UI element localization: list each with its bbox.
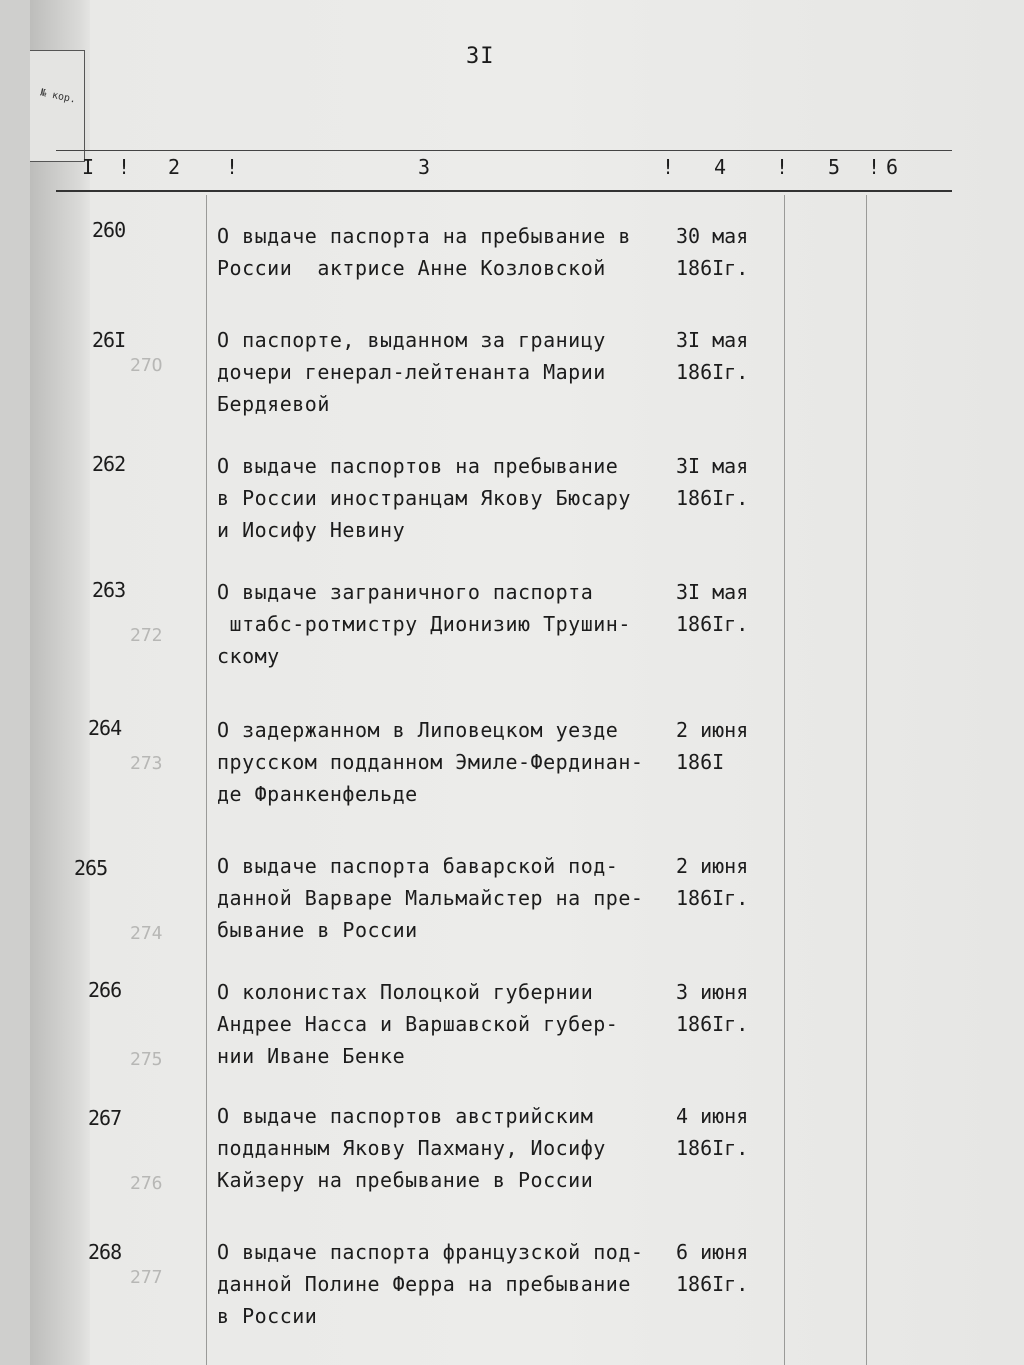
bleed-through: 274 [130,923,163,944]
entry-description: О паспорте, выданном за границу дочери генерал-лейтенанта Марии Бердяевой [217,328,606,416]
bleed-through: 273 [130,753,163,774]
entry-description: О выдаче паспорта баварской под- данной Варваре Мальмайстер на пре- бывание в России [217,854,644,942]
entry-description: О колонистах Полоцкой губернии Андрее Насса и Варшавской губер- нии Иване Бенке [217,980,619,1068]
column-separator: ! [118,155,131,179]
corner-tab-label: № кор. [39,87,77,106]
column-separator: ! [226,155,239,179]
entry-date: 3 июня 186Iг. [676,980,749,1036]
entry-number: 264 [88,716,122,740]
entry-number: 260 [92,218,126,242]
header-top-rule [56,150,952,151]
column-separator: ! [868,155,881,179]
bleed-through: 276 [130,1173,163,1194]
column-divider [206,195,207,1365]
entry-number: 267 [88,1106,122,1130]
entry-number: 263 [92,578,126,602]
bleed-through: 275 [130,1049,163,1070]
entry-date: 2 июня 186I [676,718,749,774]
entry-number: 262 [92,452,126,476]
corner-tab [30,50,85,162]
header-bottom-rule [56,190,952,192]
column-divider [784,195,785,1365]
column-header-4: 4 [714,155,727,179]
entry-number: 26I [92,328,126,352]
page-number: 3I [466,44,495,69]
bleed-through: 272 [130,625,163,646]
entry-date: 3I мая 186Iг. [676,454,749,510]
column-header-2: 2 [168,155,181,179]
column-header-6: 6 [886,155,899,179]
column-divider [866,195,867,1365]
entry-description: О задержанном в Липовецком уезде прусском подданном Эмиле-Фердинан- де Франкенфельде [217,718,644,806]
column-header-5: 5 [828,155,841,179]
entry-description: О выдаче паспортов австрийским подданным Якову Пахману, Иосифу Кайзеру на пребывание в России [217,1104,606,1192]
bleed-through: 27O [130,355,163,376]
entry-description: О выдаче паспорта на пребывание в России актрисе Анне Козловской [217,224,631,280]
entry-description: О выдаче паспортов на пребывание в России иностранцам Якову Бюсару и Иосифу Невину [217,454,631,542]
entry-date: 3I мая 186Iг. [676,328,749,384]
column-header-3: 3 [418,155,431,179]
entry-date: 6 июня 186Iг. [676,1240,749,1296]
entry-date: 30 мая 186Iг. [676,224,749,280]
entry-description: О выдаче заграничного паспорта штабс-ротмистру Дионизию Трушин- скому [217,580,631,668]
entry-date: 4 июня 186Iг. [676,1104,749,1160]
entry-date: 2 июня 186Iг. [676,854,749,910]
entry-number: 265 [74,856,108,880]
column-separator: ! [662,155,675,179]
entry-description: О выдаче паспорта французской под- данной Полине Ферра на пребывание в России [217,1240,644,1328]
bleed-through: 277 [130,1267,163,1288]
column-separator: ! [776,155,789,179]
binding-spine [30,0,90,1365]
entry-date: 3I мая 186Iг. [676,580,749,636]
entry-number: 266 [88,978,122,1002]
entry-number: 268 [88,1240,122,1264]
column-header-1: I [82,155,95,179]
